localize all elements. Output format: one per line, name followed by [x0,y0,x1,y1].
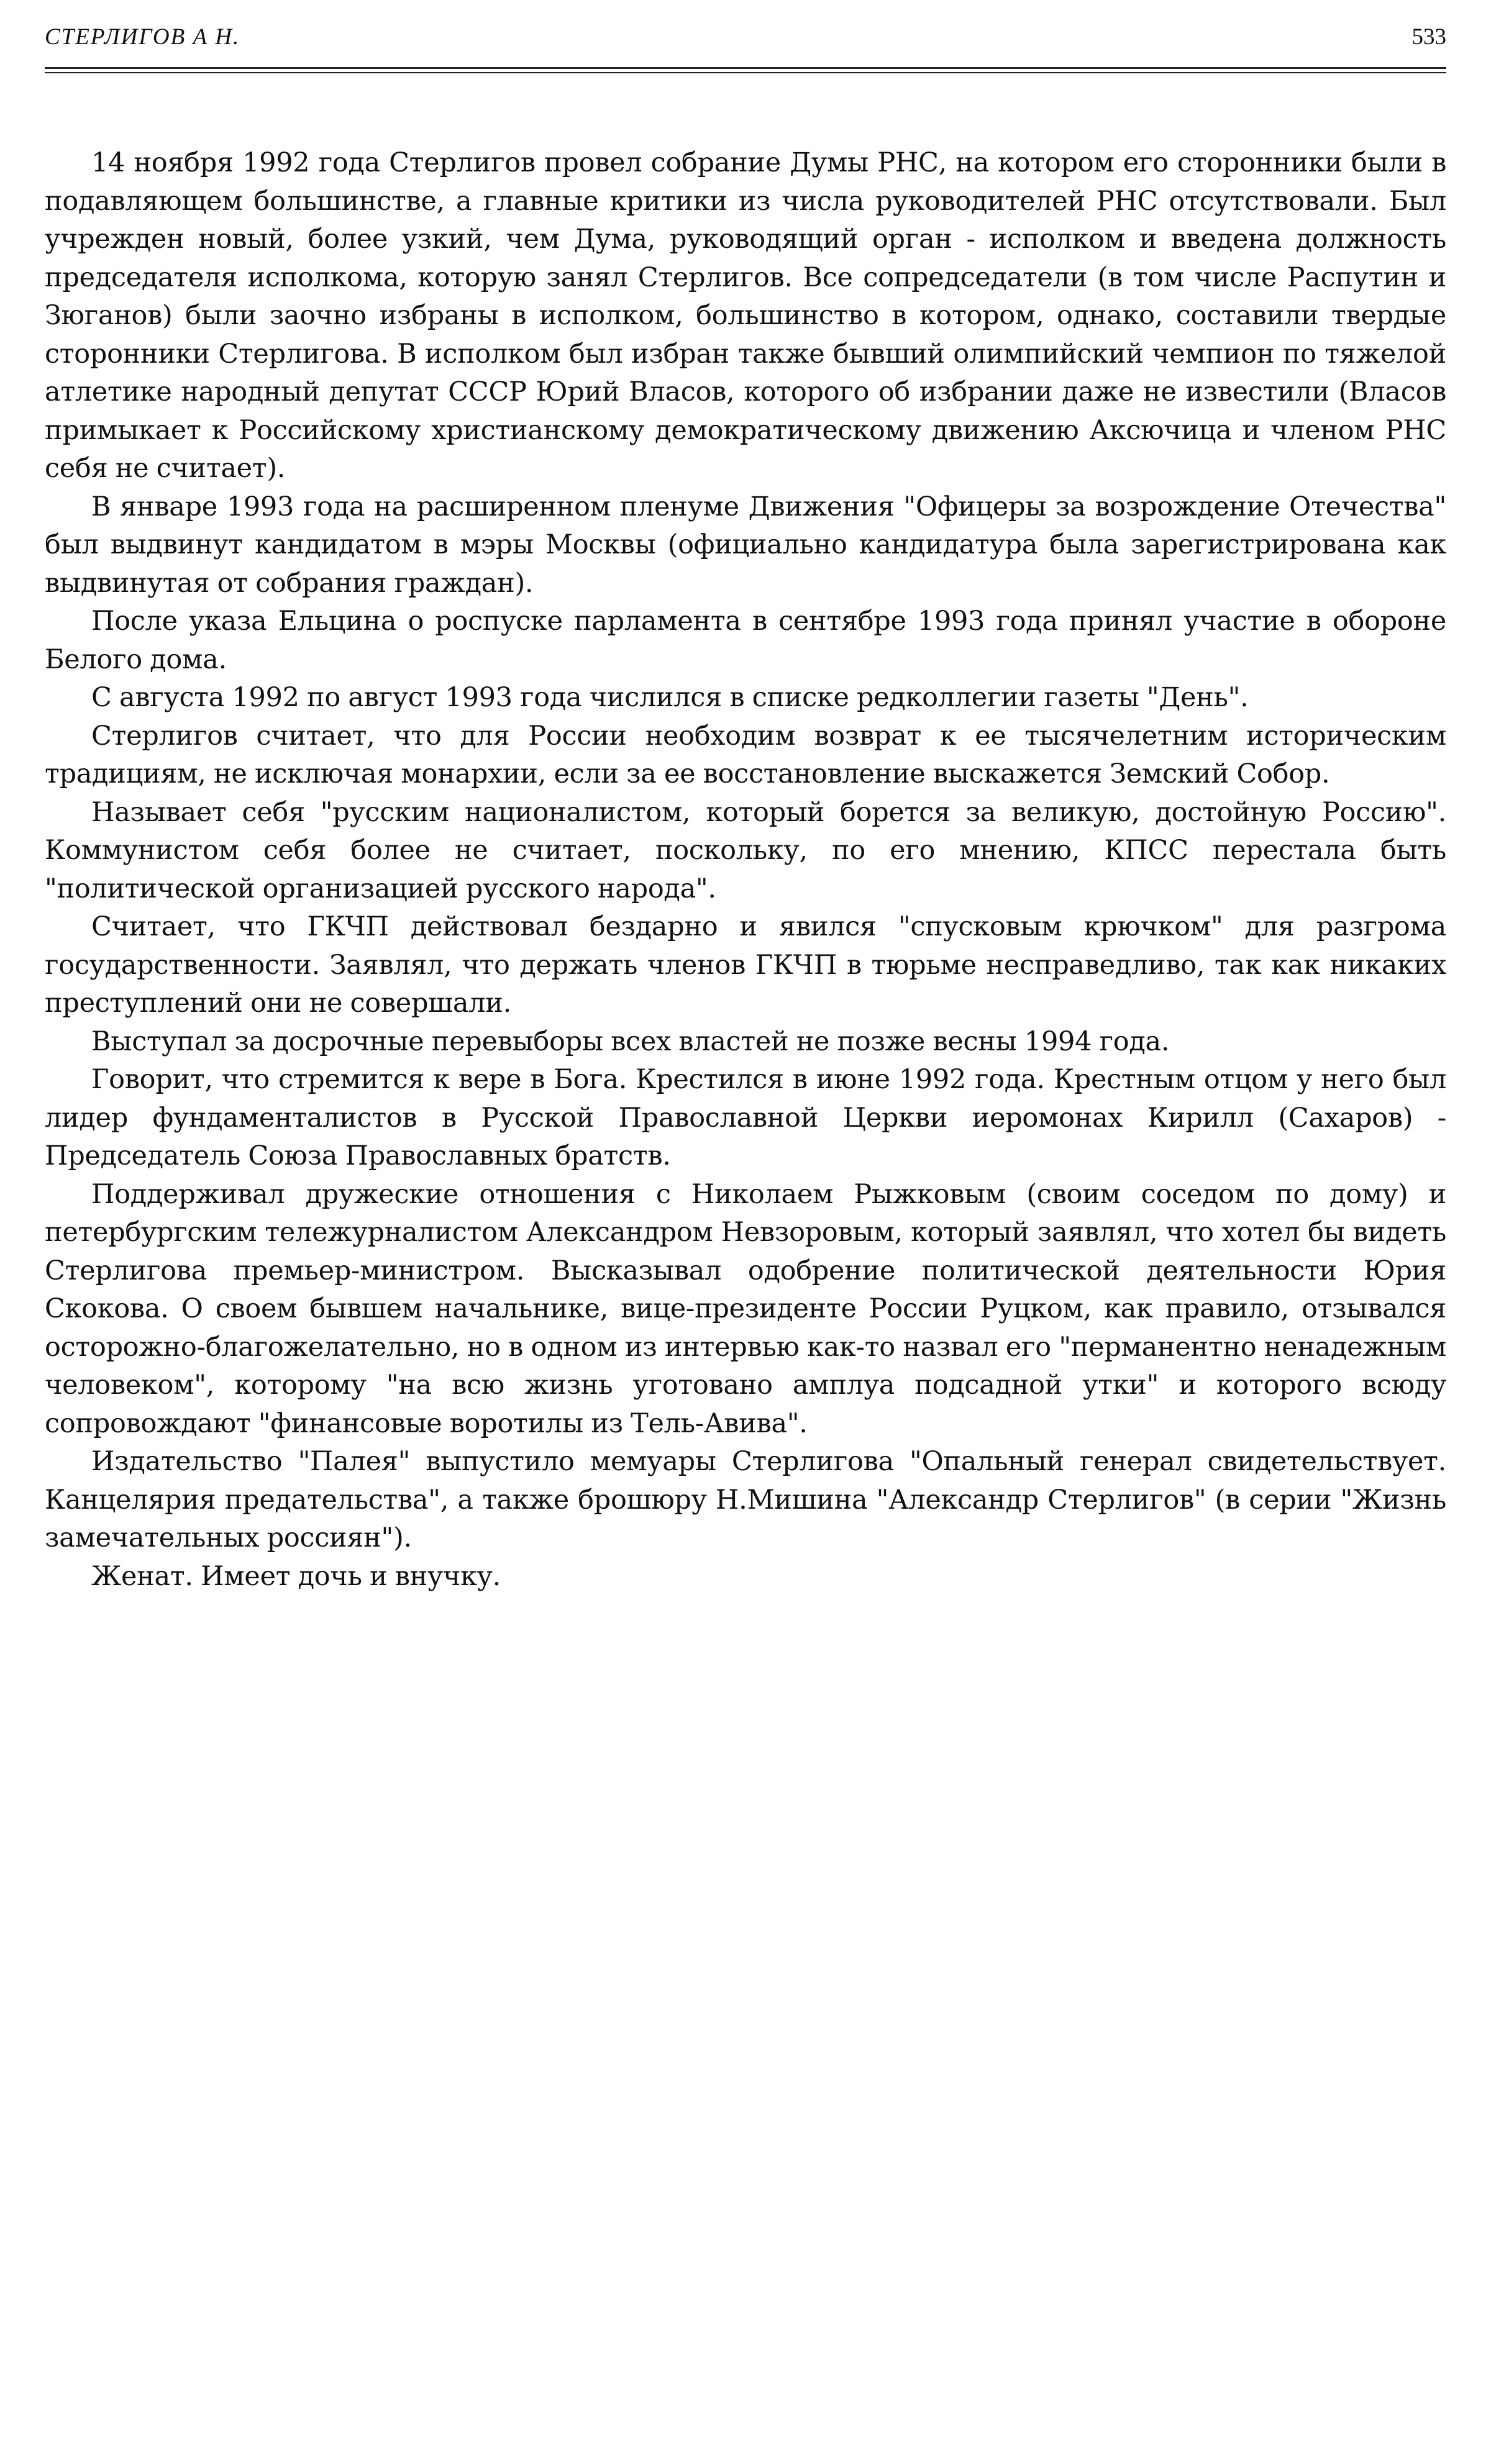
paragraph: После указа Ельцина о роспуске парламента в сентябре 1993 года принял участие в обороне Белого дома. [45,606,1446,675]
paragraph: Считает, что ГКЧП действовал бездарно и явился "спусковым крючком" для разгрома государственности. Заявлял, что держать членов ГКЧП в тюрьме несправедливо, так как никаких преступлений они не совершали. [45,911,1446,1019]
header-rule [45,67,1446,69]
paragraph: С августа 1992 по август 1993 года числился в списке редколлегии газеты "День". [91,682,1249,713]
paragraph: В январе 1993 года на расширенном пленуме Движения "Офицеры за возрождение Отечества" был выдвинут кандидатом в мэры Москвы (официально кандидатура была зарегистрирована как выдвинутая от собрания граждан). [45,491,1446,599]
paragraph: Женат. Имеет дочь и внучку. [91,1560,501,1592]
paragraph: Стерлигов считает, что для России необходим возврат к ее тысячелетним историческим традициям, не исключая монархии, если за ее восстановление выскажется Земский Собор. [45,720,1446,789]
header-rule-secondary [45,72,1446,73]
running-title: СТЕРЛИГОВ А Н. [45,24,240,50]
paragraph: Выступал за досрочные перевыборы всех властей не позже весны 1994 года. [91,1025,1170,1057]
paragraph: 14 ноября 1992 года Стерлигов провел собрание Думы РНС, на котором его сторонники были в подавляющем большинстве, а главные критики из числа руководителей РНС отсутствовали. Был учрежден новый, более узкий, чем Дума, руководящий орган - исполком и введена должность председателя исполкома, которую занял Стерлигов. Все сопредседатели (в том числе Распутин и Зюганов) были заочно избраны в исполком, большинство в котором, однако, составили твердые сторонники Стерлигова. В исполком был избран также бывший олимпийский чемпион по тяжелой атлетике народный депутат СССР Юрий Власов, которого об избрании даже не известили (Власов примыкает к Российскому христианскому демократическому движению Аксючица и членом РНС себя не считает). [45,147,1446,484]
paragraph: Поддерживал дружеские отношения с Николаем Рыжковым (своим соседом по дому) и петербургским тележурналистом Александром Невзоровым, который заявлял, что хотел бы видеть Стерлигова премьер-министром. Высказывал одобрение политической деятельности Юрия Скокова. О своем бывшем начальнике, вице-президенте России Руцком, как правило, отзывался осторожно-благожелательно, но в одном из интервью как-то назвал его "перманентно ненадежным человеком", которому "на всю жизнь уготовано амплуа подсадной утки" и которого всюду сопровождают "финансовые воротилы из Тель-Авива". [45,1178,1446,1439]
page-number: 533 [1411,24,1446,50]
paragraph: Говорит, что стремится к вере в Бога. Крестился в июне 1992 года. Крестным отцом у него был лидер фундаменталистов в Русской Православной Церкви иеромонах Кирилл (Сахаров) - Председатель Союза Православных братств. [45,1064,1446,1171]
paragraph: Называет себя "русским националистом, который борется за великую, достойную Россию". Коммунистом себя более не считает, поскольку, по его мнению, КПСС перестала быть "политической организацией русского народа". [45,796,1446,904]
paragraph: Издательство "Палея" выпустило мемуары Стерлигова "Опальный генерал свидетельствует. Канцелярия предательства", а также брошюру Н.Мишина "Александр Стерлигов" (в серии "Жизнь замечательных россиян"). [45,1446,1446,1553]
article-body [45,144,1446,1596]
